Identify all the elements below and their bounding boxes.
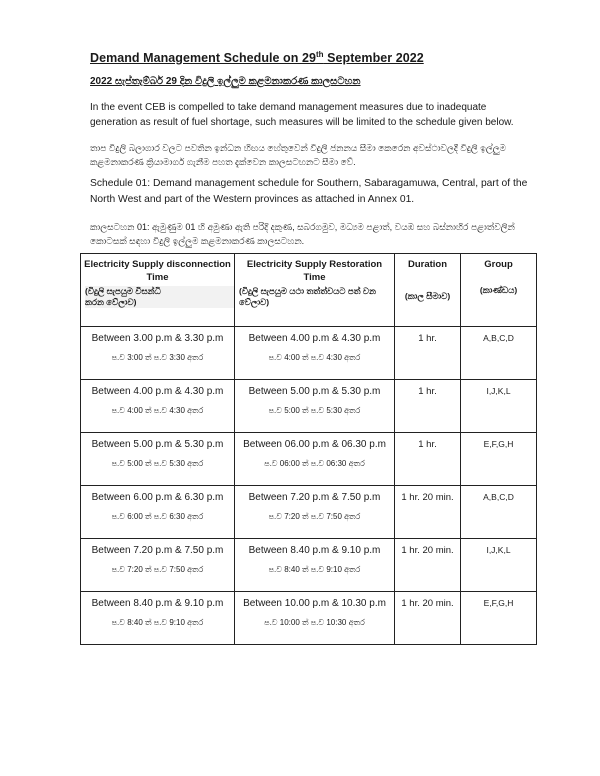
disconnection-time-sinhala: ප.ව 7:20 ත් ප.ව 7:50 අතර xyxy=(111,565,204,574)
group-value: I,J,K,L xyxy=(486,545,511,555)
disconnection-time: Between 8.40 p.m & 9.10 p.m xyxy=(91,598,224,609)
header-disconnection-label-si-wrap xyxy=(81,286,234,308)
group-value: E,F,G,H xyxy=(483,598,514,608)
group-cell xyxy=(461,592,537,645)
disconnection-time-cell xyxy=(81,327,235,380)
duration-value: 1 hr. xyxy=(418,386,437,397)
duration-cell xyxy=(395,592,461,645)
title-superscript: th xyxy=(315,50,324,59)
disconnection-time-cell xyxy=(81,592,235,645)
intro-paragraph-english: In the event CEB is compelled to take demand management measures due to inadequate generation as result of fuel shortage, such measures will be limited to the schedule given below. xyxy=(90,102,514,128)
group-value: I,J,K,L xyxy=(486,386,511,396)
disconnection-time: Between 7.20 p.m & 7.50 p.m xyxy=(91,545,224,556)
title-suffix: September 2022 xyxy=(323,51,424,66)
header-duration-label-sinhala: (කාල සීමාව) xyxy=(404,291,451,301)
disconnection-time-cell xyxy=(81,433,235,486)
header-group-label-sinhala: (කාණ්ඩය) xyxy=(479,285,518,295)
group-cell xyxy=(461,486,537,539)
restoration-time: Between 8.40 p.m & 9.10 p.m xyxy=(248,545,381,556)
page-title xyxy=(90,50,424,65)
disconnection-time-sinhala: ප.ව 8:40 ත් ප.ව 9:10 අතර xyxy=(111,618,204,627)
group-cell xyxy=(461,380,537,433)
restoration-time: Between 10.00 p.m & 10.30 p.m xyxy=(243,598,386,609)
restoration-time: Between 7.20 p.m & 7.50 p.m xyxy=(248,492,381,503)
restoration-time-sinhala: ප.ව 5:00 ත් ප.ව 5:30 අතර xyxy=(268,406,361,415)
header-disconnection-label: Electricity Supply disconnection Time xyxy=(84,259,231,283)
header-group-label: Group xyxy=(484,259,513,270)
group-cell xyxy=(461,433,537,486)
restoration-time-sinhala: ප.ව 7:20 ත් ප.ව 7:50 අතර xyxy=(268,512,361,521)
restoration-time-cell xyxy=(235,486,395,539)
disconnection-time-sinhala: ප.ව 4:00 ත් ප.ව 4:30 අතර xyxy=(111,406,204,415)
header-disconnection-time xyxy=(81,254,235,327)
table-row xyxy=(81,327,537,380)
disconnection-time: Between 6.00 p.m & 6.30 p.m xyxy=(91,492,224,503)
disconnection-time-cell xyxy=(81,539,235,592)
table-row xyxy=(81,486,537,539)
restoration-time-cell xyxy=(235,327,395,380)
table-row xyxy=(81,592,537,645)
duration-value: 1 hr. 20 min. xyxy=(401,545,454,556)
restoration-time: Between 5.00 p.m & 5.30 p.m xyxy=(248,386,381,397)
page-subtitle-sinhala: 2022 සැප්තැම්බර් 29 දින විදුලි ඉල්ලුම කළමනාකරණ කාලසටහන xyxy=(90,76,361,87)
header-duration-label: Duration xyxy=(407,259,448,270)
duration-value: 1 hr. 20 min. xyxy=(401,492,454,503)
duration-value: 1 hr. xyxy=(418,333,437,344)
schedule-table xyxy=(80,253,537,645)
restoration-time: Between 06.00 p.m & 06.30 p.m xyxy=(243,439,386,450)
table-row xyxy=(81,433,537,486)
group-value: A,B,C,D xyxy=(483,333,514,343)
duration-value: 1 hr. 20 min. xyxy=(401,598,454,609)
group-value: A,B,C,D xyxy=(483,492,514,502)
header-duration xyxy=(395,254,461,327)
header-restoration-time xyxy=(235,254,395,327)
header-disconnection-label-sinhala: (විදුලි සැපයුම විසන්ධි කරන වේලාව) xyxy=(85,286,234,308)
duration-cell xyxy=(395,380,461,433)
duration-cell xyxy=(395,433,461,486)
disconnection-time-cell xyxy=(81,486,235,539)
restoration-time-sinhala: ප.ව 10:00 ත් ප.ව 10:30 අතර xyxy=(264,618,365,627)
header-restoration-label-sinhala: (විදුලි සැපයුම යථා තත්ත්වයට පත් වන වේලාව) xyxy=(239,286,376,307)
title-prefix: Demand Management Schedule on 29 xyxy=(90,51,316,66)
restoration-time: Between 4.00 p.m & 4.30 p.m xyxy=(248,333,381,344)
restoration-time-sinhala: ප.ව 4:00 ත් ප.ව 4:30 අතර xyxy=(268,353,361,362)
schedule-paragraph-english: Schedule 01: Demand management schedule for Southern, Sabaragamuwa, Central, part of the North West and part of the Western provinces as attached in Annex 01. xyxy=(90,178,528,205)
duration-cell xyxy=(395,539,461,592)
restoration-time-cell xyxy=(235,380,395,433)
disconnection-time-sinhala: ප.ව 5:00 ත් ප.ව 5:30 අතර xyxy=(111,459,204,468)
table-row xyxy=(81,539,537,592)
header-group xyxy=(461,254,537,327)
group-cell xyxy=(461,539,537,592)
duration-cell xyxy=(395,486,461,539)
disconnection-time: Between 4.00 p.m & 4.30 p.m xyxy=(91,386,224,397)
restoration-time-cell xyxy=(235,433,395,486)
disconnection-time-cell xyxy=(81,380,235,433)
schedule-table-body xyxy=(81,327,537,645)
table-row xyxy=(81,380,537,433)
restoration-time-sinhala: ප.ව 8:40 ත් ප.ව 9:10 අතර xyxy=(268,565,361,574)
restoration-time-cell xyxy=(235,539,395,592)
group-value: E,F,G,H xyxy=(483,439,514,449)
disconnection-time: Between 5.00 p.m & 5.30 p.m xyxy=(91,439,224,450)
group-cell xyxy=(461,327,537,380)
disconnection-time-sinhala: ප.ව 6:00 ත් ප.ව 6:30 අතර xyxy=(111,512,204,521)
restoration-time-sinhala: ප.ව 06:00 ත් ප.ව 06:30 අතර xyxy=(264,459,365,468)
duration-cell xyxy=(395,327,461,380)
intro-paragraph-sinhala: තාප විදුලි බලාගාර වලට පවතින ඉන්ධන හිඟය හේතුවෙන් විදුලි ජනනය සීමා කෙරෙන අවස්ථාවලදී විදුලි ඉල්ලුම කළමනාකරණ ක්‍රියාමාර්ග ගැනීම පහත දැක්වෙන කාලසටහනට සීමා වේ. xyxy=(90,143,507,167)
table-header-row xyxy=(81,254,537,327)
disconnection-time: Between 3.00 p.m & 3.30 p.m xyxy=(91,333,224,344)
schedule-paragraph-sinhala: කාලසටහන 01: ඇමුණුම 01 හි අමුණා ඇති පරිදි දකුණ, සබරගමුව, මධ්‍යම පළාත්, වයඹ සහ බස්නාහිර පළාත්වලින් කොටසක් සඳහා විදුලි ඉල්ලුම කළමනාකරණ කාලසටහන. xyxy=(90,222,515,246)
disconnection-time-sinhala: ප.ව 3:00 ත් ප.ව 3:30 අතර xyxy=(111,353,204,362)
duration-value: 1 hr. xyxy=(418,439,437,450)
header-restoration-label: Electricity Supply Restoration Time xyxy=(246,259,383,283)
restoration-time-cell xyxy=(235,592,395,645)
